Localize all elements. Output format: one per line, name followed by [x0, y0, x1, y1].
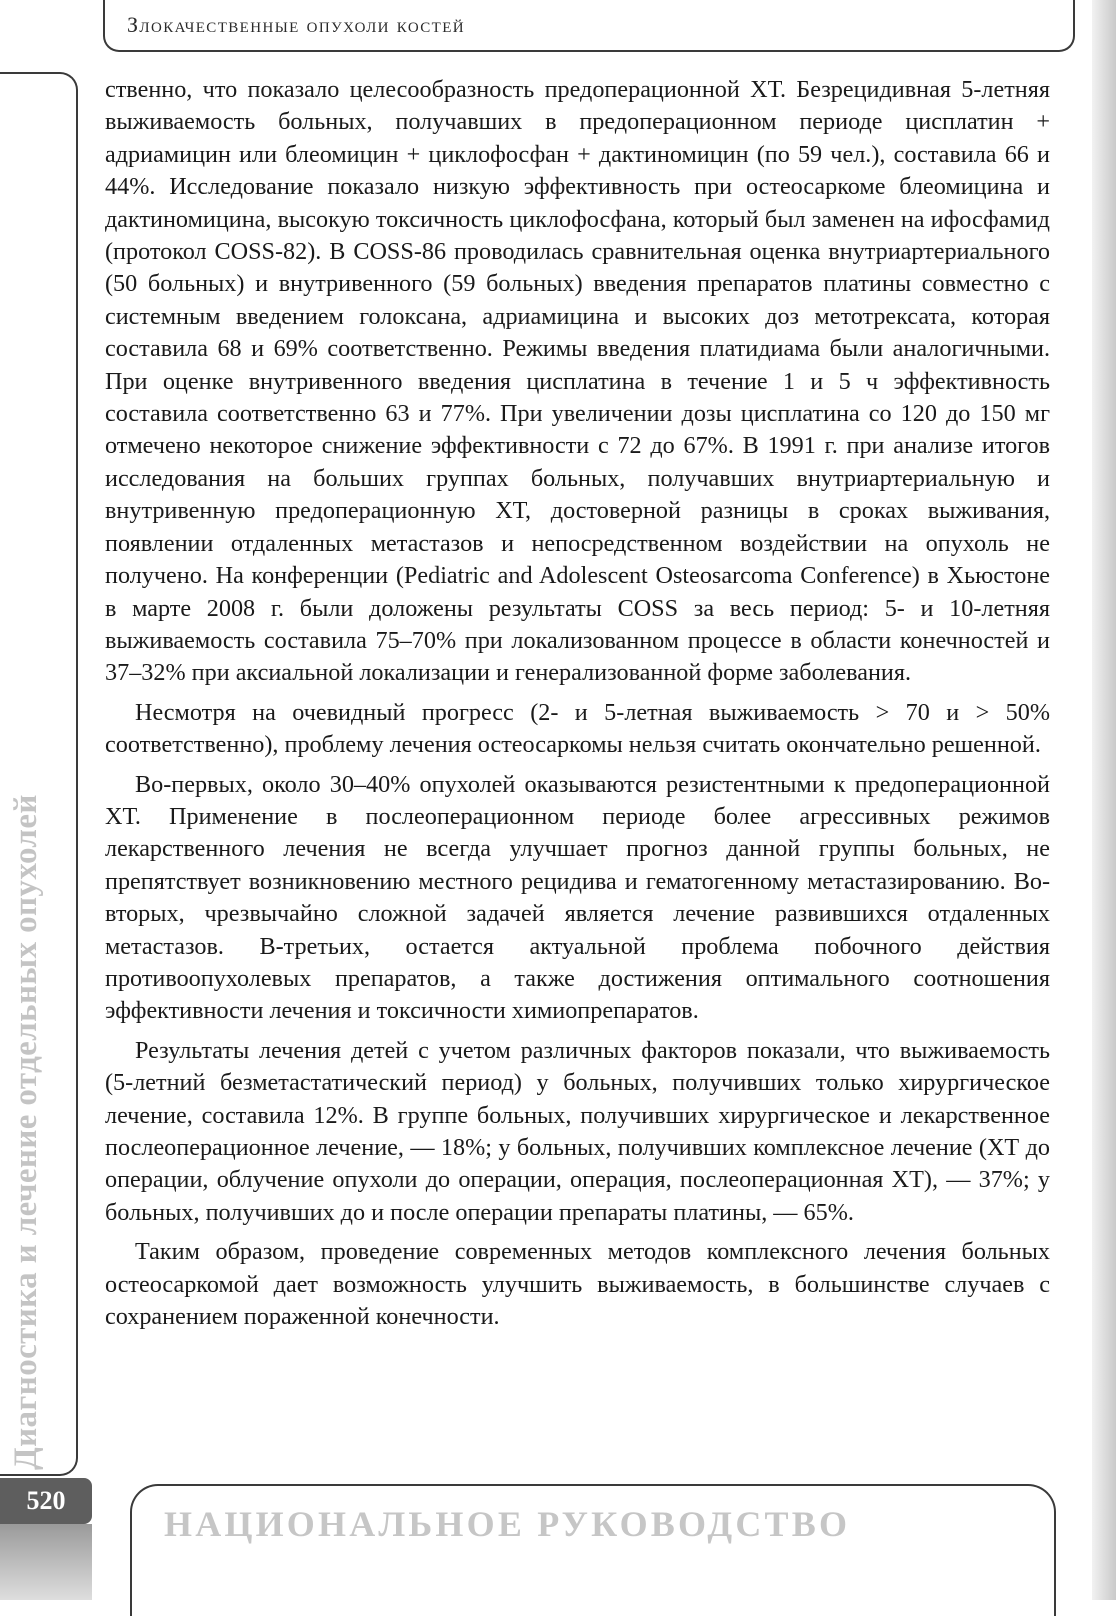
- running-head: Злокачественные опухоли костей: [127, 12, 465, 37]
- body-text: [105, 74, 1050, 1340]
- side-section-title: Диагностика и лечение отдельных опухолей: [8, 794, 44, 1470]
- paragraph: Во-первых, около 30–40% опухолей оказываются резистентными к предоперационной ХТ. Применение в послеоперационном периоде более агрессивных режимов лекарственного лечения не всегда улучшает прогноз данной группы больных, не препятствует возникновению местного рецидива и гематогенному метастазированию. Во-вторых, чрезвычайно сложной задачей является лечение развившихся отдаленных метастазов. В-третьих, остается актуальной проблема побочного действия противоопухолевых препаратов, а также достижения оптимального соотношения эффективности лечения и токсичности химиопрепаратов.: [105, 770, 1050, 1025]
- page-edge-shadow: [1092, 0, 1116, 1600]
- paragraph: Несмотря на очевидный прогресс (2- и 5-летная выживаемость > 70 и > 50% соответственно), проблему лечения остеосаркомы нельзя считать окончательно решенной.: [105, 698, 1050, 759]
- paragraph: ственно, что показало целесообразность предоперационной ХТ. Безрецидивная 5-летняя выживаемость больных, получавших в предоперационном периоде цисплатин + адриамицин или блеомицин + циклофосфан + дактиномицин (по 59 чел.), составила 66 и 44%. Исследование показало низкую эффективность при остеосаркоме блеомицина и дактиномицина, высокую токсичность циклофосфана, который был заменен на ифосфамид (протокол COSS-82). В COSS-86 проводилась сравнительная оценка внутриартериального (50 больных) и внутривенного (59 больных) введения препаратов платины совместно с системным введением голоксана, адриамицина и высоких доз метотрексата, которая составила 68 и 69% соответственно. Режимы введения платидиама были аналогичными. При оценке внутривенного введения цисплатина в течение 1 и 5 ч эффективность составила соответственно 63 и 77%. При увеличении дозы цисплатина со 120 до 150 мг отмечено некоторое снижение эффективности с 72 до 67%. В 1991 г. при анализе итогов исследования на больших группах больных, получавших внутриартериальную и внутривенную предоперационную ХТ, достоверной разницы в сроках выживания, появлении отдаленных метастазов и непосредственном воздействии на опухоль не получено. На конференции (Pediatric and Adolescent Osteosarcoma Conference) в Хьюстоне в марте 2008 г. были доложены результаты COSS за весь период: 5- и 10-летняя выживаемость составила 75–70% при локализованном процессе в области конечностей и 37–32% при аксиальной локализации и генерализованной форме заболевания.: [105, 76, 1050, 687]
- page-number-shade: [0, 1524, 92, 1600]
- paragraph: Результаты лечения детей с учетом различных факторов показали, что выживаемость (5-летний безметастатический период) у больных, получивших только хирургическое лечение, составила 12%. В группе больных, получивших хирургическое и лекарственное послеоперационное лечение, — 18%; у больных, получивших комплексное лечение (ХТ до операции, облучение опухоли до операции, операция, послеоперационная ХТ), — 37%; у больных, получивших до и после операции препараты платины, — 65%.: [105, 1036, 1050, 1226]
- page-number: 520: [0, 1478, 92, 1524]
- paragraph: Таким образом, проведение современных методов комплексного лечения больных остеосаркомой дает возможность улучшить выживаемость, в большинстве случаев с сохранением пораженной конечности.: [105, 1238, 1050, 1331]
- footer-title: НАЦИОНАЛЬНОЕ РУКОВОДСТВО: [164, 1504, 851, 1544]
